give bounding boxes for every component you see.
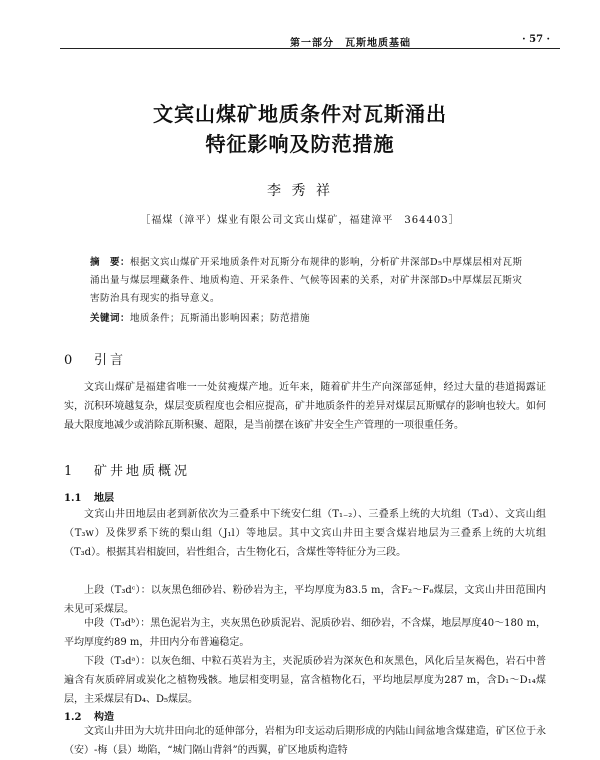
author: 李 秀 祥 [267, 183, 333, 199]
intro-paragraph: 文宾山煤矿是福建省唯一一处贫瘦煤产地。近年来，随着矿井生产向深部延伸，经过大量的巷道揭露证实，沉积环境越复杂，煤层变质程度也会相应提高，矿井地质条件的差异对煤层瓦斯赋存的影响也较大。如何最大限度地减少或消除瓦斯积聚、超限，是当前摆在该矿井安全生产管理的一项很重任务。 [64, 382, 546, 431]
strata-upper-paragraph: 上段（T₃dᶜ）：以灰黑色细砂岩、粉砂岩为主，平均厚度为83.5 m，含F₂～F₆煤层，文宾山井田范围内未见可采煤层。 [64, 585, 546, 615]
header-rule [60, 48, 560, 49]
paper-title-line2: 特征影响及防范措施 [205, 132, 395, 156]
abstract-text: 根据文宾山煤矿开采地质条件对瓦斯分布规律的影响，分析矿井深部D₅中厚煤层相对瓦斯涌出量与煤层埋藏条件、地质构造、开采条件、气候等因素的关系，对矿井深部D₅中厚煤层瓦斯灾害防治具有现实的指导意义。 [90, 257, 523, 304]
section-heading-intro: 0 引言 [64, 353, 127, 368]
running-header [60, 34, 560, 50]
strata-paragraph: 文宾山井田地层由老到新依次为三叠系中下统安仁组（T₁₋₂）、三叠系上统的大坑组（T₃d）、文宾山组（T₃w）及侏罗系下统的梨山组（J₁l）等地层。其中文宾山井田主要含煤岩地层为三叠系上统的大坑组（T₃d）。根据其岩相旋回，岩性组合，古生物化石，含煤性等特征分为三段。 [64, 509, 546, 558]
paper-title-line1: 文宾山煤矿地质条件对瓦斯涌出 [153, 102, 447, 126]
keywords-label: 关键词： [90, 313, 131, 324]
keywords [90, 310, 525, 328]
abstract [90, 254, 525, 308]
page-number: · 57 · [522, 34, 550, 45]
header-section-title: 第一部分 瓦斯地质基础 [290, 38, 411, 49]
keywords-text: 地质条件；瓦斯涌出影响因素；防范措施 [130, 313, 311, 324]
abstract-label: 摘 要： [90, 257, 131, 268]
affiliation: ［福煤（漳平）煤业有限公司文宾山煤矿，福建漳平 364403］ [140, 215, 460, 226]
strata-middle-paragraph: 中段（T₃dᵇ）：黑色泥岩为主，夹灰黑色砂质泥岩、泥质砂岩、细砂岩，不含煤，地层厚度40～180 m，平均厚度约89 m，井田内分布普遍稳定。 [64, 618, 546, 648]
strata-lower-paragraph: 下段（T₃dᵃ）：以灰色细、中粒石英岩为主，夹泥质砂岩为深灰色和灰黑色，风化后呈灰褐色，岩石中普遍含有灰质碎屑或炭化之植物残骸。地层相变明显，富含植物化石，平均地层厚度为287 m，含D₁～D₁₄煤层，主采煤层有D₄、D₅煤层。 [64, 656, 546, 705]
structure-paragraph: 文宾山井田为大坑井田向北的延伸部分，岩相为印支运动后期形成的内陆山间盆地含煤建造，矿区位于永（安）-梅（县）坳陷，“城门隔山背斜”的西翼，矿区地质构造特 [64, 726, 546, 756]
section-heading-geology: 1 矿井地质概况 [64, 464, 191, 479]
subsection-heading-structure: 1.2 构造 [64, 712, 114, 723]
subsection-heading-strata: 1.1 地层 [64, 493, 114, 504]
